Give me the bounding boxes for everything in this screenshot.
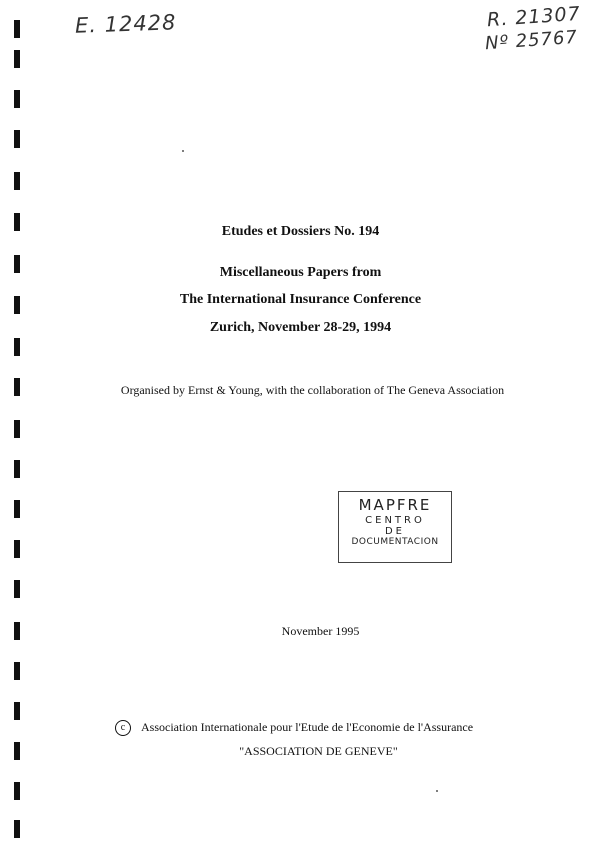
binding-hole: [14, 702, 20, 720]
stamp-line-4: DOCUMENTACION: [351, 537, 439, 547]
copyright-icon: c: [115, 720, 131, 736]
stamp-line-1: MAPFRE: [358, 496, 432, 514]
binding-hole: [14, 90, 20, 108]
scan-speck: [182, 150, 184, 152]
binding-hole: [14, 338, 20, 356]
publication-date: November 1995: [281, 624, 360, 638]
title-line-2: The International Insurance Conference: [179, 292, 422, 307]
handwritten-reference-left: E. 12428: [74, 10, 177, 38]
binding-hole: [14, 782, 20, 800]
stamp-line-2: CENTRO: [365, 515, 425, 526]
binding-hole: [14, 540, 20, 558]
binding-hole: [14, 50, 20, 68]
title-line-3: Zurich, November 28-29, 1994: [209, 320, 392, 335]
title-line-1: Miscellaneous Papers from: [219, 265, 382, 280]
library-stamp: [338, 491, 452, 563]
handwritten-reference-right-1: R. 21307: [486, 2, 582, 32]
binding-hole: [14, 580, 20, 598]
scan-speck: [436, 790, 438, 792]
handwritten-reference-right-2: Nº 25767: [484, 26, 579, 55]
publisher-short-name: "ASSOCIATION DE GENEVE": [239, 744, 398, 758]
binding-hole: [14, 662, 20, 680]
organised-by: Organised by Ernst & Young, with the collaboration of The Geneva Association: [120, 383, 505, 397]
binding-hole: [14, 130, 20, 148]
binding-hole: [14, 460, 20, 478]
binding-hole: [14, 500, 20, 518]
publisher-name: Association Internationale pour l'Etude de l'Economie de l'Assurance: [141, 720, 474, 734]
series-title: Etudes et Dossiers No. 194: [221, 224, 380, 239]
copyright-line: [115, 720, 473, 736]
binding-hole: [14, 20, 20, 38]
binding-hole: [14, 172, 20, 190]
binding-hole: [14, 820, 20, 838]
binding-holes: [8, 0, 28, 845]
stamp-line-3: DE: [384, 526, 406, 537]
binding-hole: [14, 420, 20, 438]
